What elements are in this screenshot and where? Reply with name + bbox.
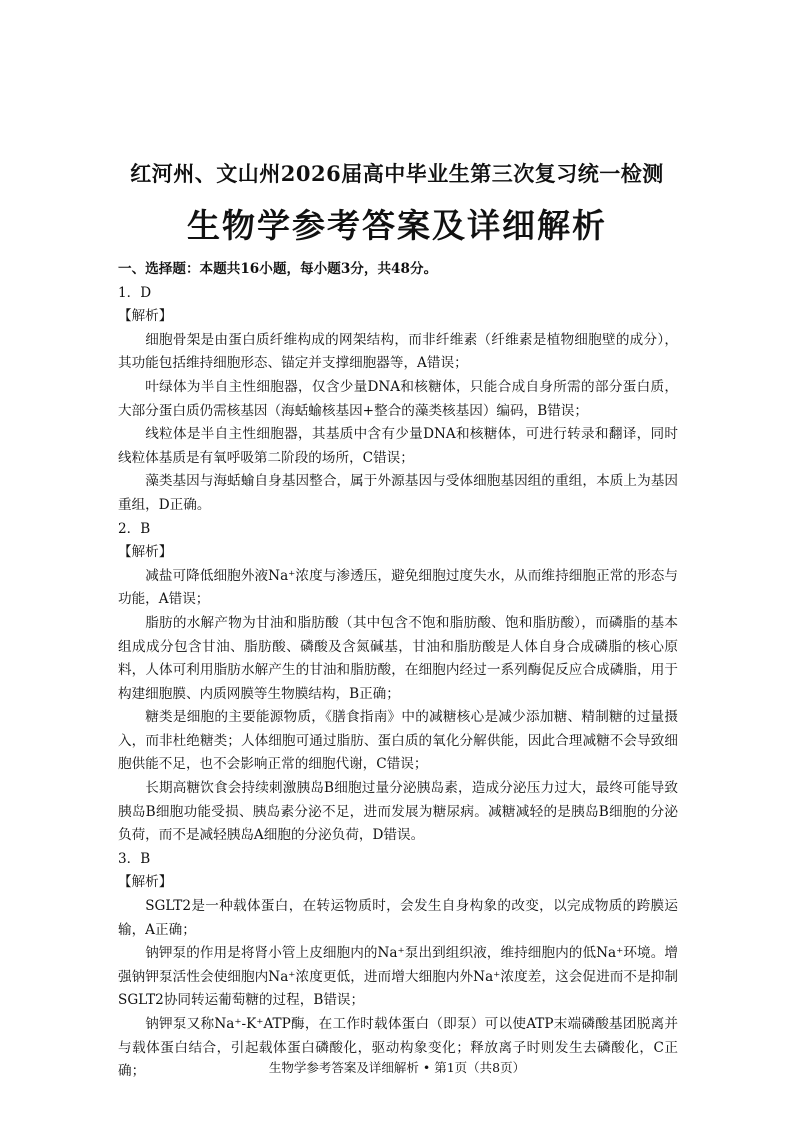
exam-title: 红河州、文山州2026届高中毕业生第三次复习统一检测	[130, 161, 664, 186]
q1-para-c: 线粒体是半自主性细胞器，其基质中含有少量DNA和核糖体，可进行转录和翻译，同时线粒体基质是有氧呼吸第二阶段的场所，C错误；	[118, 426, 678, 466]
document-title: 生物学参考答案及详细解析	[187, 206, 607, 245]
answer-content	[118, 258, 678, 1084]
q1-analysis-tag: 【解析】	[118, 308, 173, 325]
q2-para-a: 减盐可降低细胞外液Na⁺浓度与渗透压，避免细胞过度失水，从而维持细胞正常的形态与功能，A错误；	[118, 567, 678, 608]
q3-para-b: 钠钾泵的作用是将肾小管上皮细胞内的Na⁺泵出到组织液，维持细胞内的低Na⁺环境。增强钠钾泵活性会使细胞内Na⁺浓度更低，进而增大细胞内外Na⁺浓度差，这会促进而不是抑制SGLT2协同转运葡萄糖的过程，B错误；	[118, 945, 678, 1009]
q3-para-c: 钠钾泵又称Na⁺-K⁺ATP酶，在工作时载体蛋白（即泵）可以使ATP末端磷酸基团脱离并与载体蛋白结合，引起载体蛋白磷酸化，驱动构象变化；释放离子时则发生去磷酸化，C正确；	[118, 1016, 678, 1080]
page-footer: 生物学参考答案及详细解析 • 第1页（共8页）	[268, 1060, 526, 1075]
q2-answer: 2．B	[118, 520, 151, 537]
q2-para-d: 长期高糖饮食会持续刺激胰岛B细胞过量分泌胰岛素，造成分泌压力过大，最终可能导致胰岛B细胞功能受损、胰岛素分泌不足，进而发展为糖尿病。减糖减轻的是胰岛B细胞的分泌负荷，而不是减轻胰岛A细胞的分泌负荷，D错误。	[118, 780, 678, 844]
q2-para-b: 脂肪的水解产物为甘油和脂肪酸（其中包含不饱和脂肪酸、饱和脂肪酸），而磷脂的基本组成成分包含甘油、脂肪酸、磷酸及含氮碱基，甘油和脂肪酸是人体自身合成磷脂的核心原料，人体可利用脂肪水解产生的甘油和脂肪酸，在细胞内经过一系列酶促反应合成磷脂，用于构建细胞膜、内质网膜等生物膜结构，B正确；	[118, 614, 678, 702]
q3-analysis-tag: 【解析】	[118, 874, 173, 891]
q1-answer: 1．D	[118, 284, 152, 301]
q1-para-b: 叶绿体为半自主性细胞器，仅含少量DNA和核糖体，只能合成自身所需的部分蛋白质，大部分蛋白质仍需核基因（海蛞蝓核基因+整合的藻类核基因）编码，B错误；	[118, 378, 678, 419]
q1-para-a: 细胞骨架是由蛋白质纤维构成的网架结构，而非纤维素（纤维素是植物细胞壁的成分），其功能包括维持细胞形态、锚定并支撑细胞器等，A错误；	[118, 331, 678, 372]
q3-para-a: SGLT2是一种载体蛋白，在转运物质时，会发生自身构象的改变，以完成物质的跨膜运输，A正确；	[118, 898, 678, 938]
q2-para-c: 糖类是细胞的主要能源物质，《膳食指南》中的减糖核心是减少添加糖、精制糖的过量摄入，而非杜绝糖类；人体细胞可通过脂肪、蛋白质的氧化分解供能，因此合理减糖不会导致细胞供能不足，也不会影响正常的细胞代谢，C错误；	[118, 709, 678, 773]
q1-para-d: 藻类基因与海蛞蝓自身基因整合，属于外源基因与受体细胞基因组的重组，本质上为基因重组，D正确。	[118, 473, 678, 513]
section-heading: 一、选择题：本题共16小题，每小题3分，共48分。	[118, 261, 438, 277]
q2-analysis-tag: 【解析】	[118, 544, 173, 561]
q3-answer: 3．B	[118, 850, 151, 867]
